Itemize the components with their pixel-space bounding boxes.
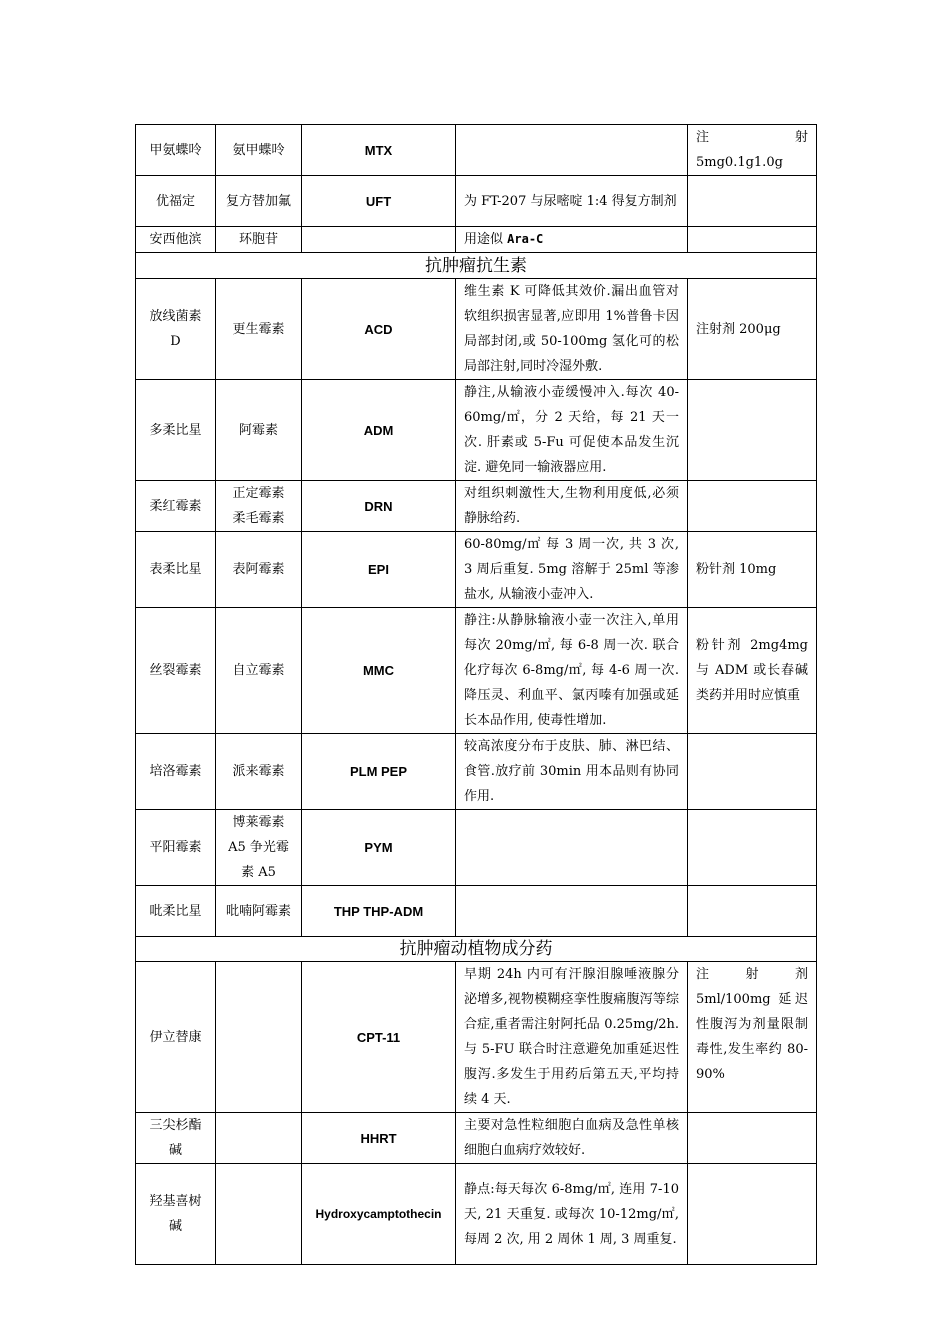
drug-dosage: 粉针剂 2mg4mg 与 ADM 或长春碱类药并用时应慎重 — [688, 608, 817, 734]
drug-dosage: 粉针剂 10mg — [688, 532, 817, 608]
drug-alias — [216, 962, 302, 1113]
drug-name: 安西他滨 — [136, 227, 216, 253]
drug-abbr: ACD — [302, 279, 456, 380]
notes-prefix: 用途似 — [464, 232, 508, 247]
drug-alias: 阿霉素 — [216, 380, 302, 481]
drug-dosage: 注射剂 200μg — [688, 279, 817, 380]
drug-name: 表柔比星 — [136, 532, 216, 608]
drug-alias: 环胞苷 — [216, 227, 302, 253]
drug-dosage — [688, 1113, 817, 1164]
drug-name: 丝裂霉素 — [136, 608, 216, 734]
drug-dosage — [688, 734, 817, 810]
drug-notes: 主要对急性粒细胞白血病及急性单核细胞白血病疗效较好. — [456, 1113, 688, 1164]
drug-abbr: CPT-11 — [302, 962, 456, 1113]
table-row — [136, 532, 817, 608]
drug-name: 伊立替康 — [136, 962, 216, 1113]
table-row — [136, 810, 817, 886]
section-header-row — [136, 253, 817, 279]
drug-abbr: HHRT — [302, 1113, 456, 1164]
drug-notes: 60-80mg/㎡ 每 3 周一次, 共 3 次, 3 周后重复. 5mg 溶解于 25ml 等渗盐水, 从输液小壶冲入. — [456, 532, 688, 608]
drug-name: 羟基喜树碱 — [136, 1164, 216, 1265]
table-row — [136, 380, 817, 481]
section-title: 抗肿瘤抗生素 — [136, 253, 817, 279]
table-row — [136, 962, 817, 1113]
table-row — [136, 279, 817, 380]
drug-notes — [456, 886, 688, 937]
drug-alias — [216, 1164, 302, 1265]
drug-alias: 更生霉素 — [216, 279, 302, 380]
drug-dosage — [688, 380, 817, 481]
drug-abbr: DRN — [302, 481, 456, 532]
drug-dosage — [688, 1164, 817, 1265]
drug-dosage — [688, 227, 817, 253]
table-row — [136, 481, 817, 532]
drug-notes: 为 FT-207 与尿嘧啶 1:4 得复方制剂 — [456, 176, 688, 227]
drug-alias — [216, 1113, 302, 1164]
table-row — [136, 734, 817, 810]
drug-alias: 派来霉素 — [216, 734, 302, 810]
drug-name: 平阳霉素 — [136, 810, 216, 886]
drug-notes: 静注,从输液小壶缓慢冲入.每次 40-60mg/㎡，分 2 天给，每 21 天一次. 肝素或 5-Fu 可促使本品发生沉淀. 避免同一输液器应用. — [456, 380, 688, 481]
table-row — [136, 608, 817, 734]
drug-alias: 正定霉素 柔毛霉素 — [216, 481, 302, 532]
section-title: 抗肿瘤动植物成分药 — [136, 937, 817, 962]
table-row — [136, 1164, 817, 1265]
drug-dosage: 注射剂 5ml/100mg 延迟性腹泻为剂量限制毒性,发生率约 80-90% — [688, 962, 817, 1113]
drug-abbr: Hydroxycamptothecin — [302, 1164, 456, 1265]
drug-notes — [456, 810, 688, 886]
drug-notes: 维生素 K 可降低其效价.漏出血管对软组织损害显著,应即用 1%普鲁卡因局部封闭,或 50-100mg 氢化可的松局部注射,同时冷湿外敷. — [456, 279, 688, 380]
drug-name: 优福定 — [136, 176, 216, 227]
drug-notes: 对组织刺激性大,生物利用度低,必须静脉给药. — [456, 481, 688, 532]
table-row — [136, 886, 817, 937]
table-row — [136, 1113, 817, 1164]
drug-table — [135, 124, 817, 1265]
drug-alias: 博莱霉素 A5 争光霉素 A5 — [216, 810, 302, 886]
drug-abbr: EPI — [302, 532, 456, 608]
drug-alias: 吡喃阿霉素 — [216, 886, 302, 937]
drug-name: 放线菌素 D — [136, 279, 216, 380]
drug-notes: 早期 24h 内可有汗腺泪腺唾液腺分泌增多,视物模糊痉挛性腹痛腹泻等综合症,重者需注射阿托品 0.25mg/2h. 与 5-FU 联合时注意避免加重延迟性腹泻.多发生于用药后第五天,平均持续 4 天. — [456, 962, 688, 1113]
drug-abbr: ADM — [302, 380, 456, 481]
table-row — [136, 125, 817, 176]
drug-name: 多柔比星 — [136, 380, 216, 481]
drug-name: 吡柔比星 — [136, 886, 216, 937]
notes-code: Ara-C — [507, 232, 544, 246]
drug-dosage — [688, 176, 817, 227]
drug-alias: 自立霉素 — [216, 608, 302, 734]
drug-name: 培洛霉素 — [136, 734, 216, 810]
drug-name: 甲氨蝶呤 — [136, 125, 216, 176]
drug-notes — [456, 125, 688, 176]
drug-alias: 氨甲蝶呤 — [216, 125, 302, 176]
drug-alias: 表阿霉素 — [216, 532, 302, 608]
drug-abbr: PYM — [302, 810, 456, 886]
drug-name: 三尖杉酯碱 — [136, 1113, 216, 1164]
drug-abbr: PLM PEP — [302, 734, 456, 810]
drug-abbr: THP THP-ADM — [302, 886, 456, 937]
drug-abbr: UFT — [302, 176, 456, 227]
drug-notes: 较高浓度分布于皮肤、肺、淋巴结、食管.放疗前 30min 用本品则有协同作用. — [456, 734, 688, 810]
drug-abbr: MTX — [302, 125, 456, 176]
drug-notes — [456, 227, 688, 253]
drug-name: 柔红霉素 — [136, 481, 216, 532]
drug-notes: 静点:每天每次 6-8mg/㎡, 连用 7-10 天, 21 天重复. 或每次 10-12mg/㎡, 每周 2 次, 用 2 周休 1 周, 3 周重复. — [456, 1164, 688, 1265]
table-row — [136, 176, 817, 227]
drug-dosage: 注射 5mg0.1g1.0g — [688, 125, 817, 176]
table-row — [136, 227, 817, 253]
drug-dosage — [688, 481, 817, 532]
drug-dosage — [688, 810, 817, 886]
drug-dosage — [688, 886, 817, 937]
drug-notes: 静注:从静脉输液小壶一次注入,单用每次 20mg/㎡, 每 6-8 周一次. 联合化疗每次 6-8mg/㎡, 每 4-6 周一次. 降压灵、利血平、氯丙嗪有加强或延长本品作用, 使毒性增加. — [456, 608, 688, 734]
drug-alias: 复方替加氟 — [216, 176, 302, 227]
drug-abbr: MMC — [302, 608, 456, 734]
section-header-row — [136, 937, 817, 962]
drug-abbr — [302, 227, 456, 253]
